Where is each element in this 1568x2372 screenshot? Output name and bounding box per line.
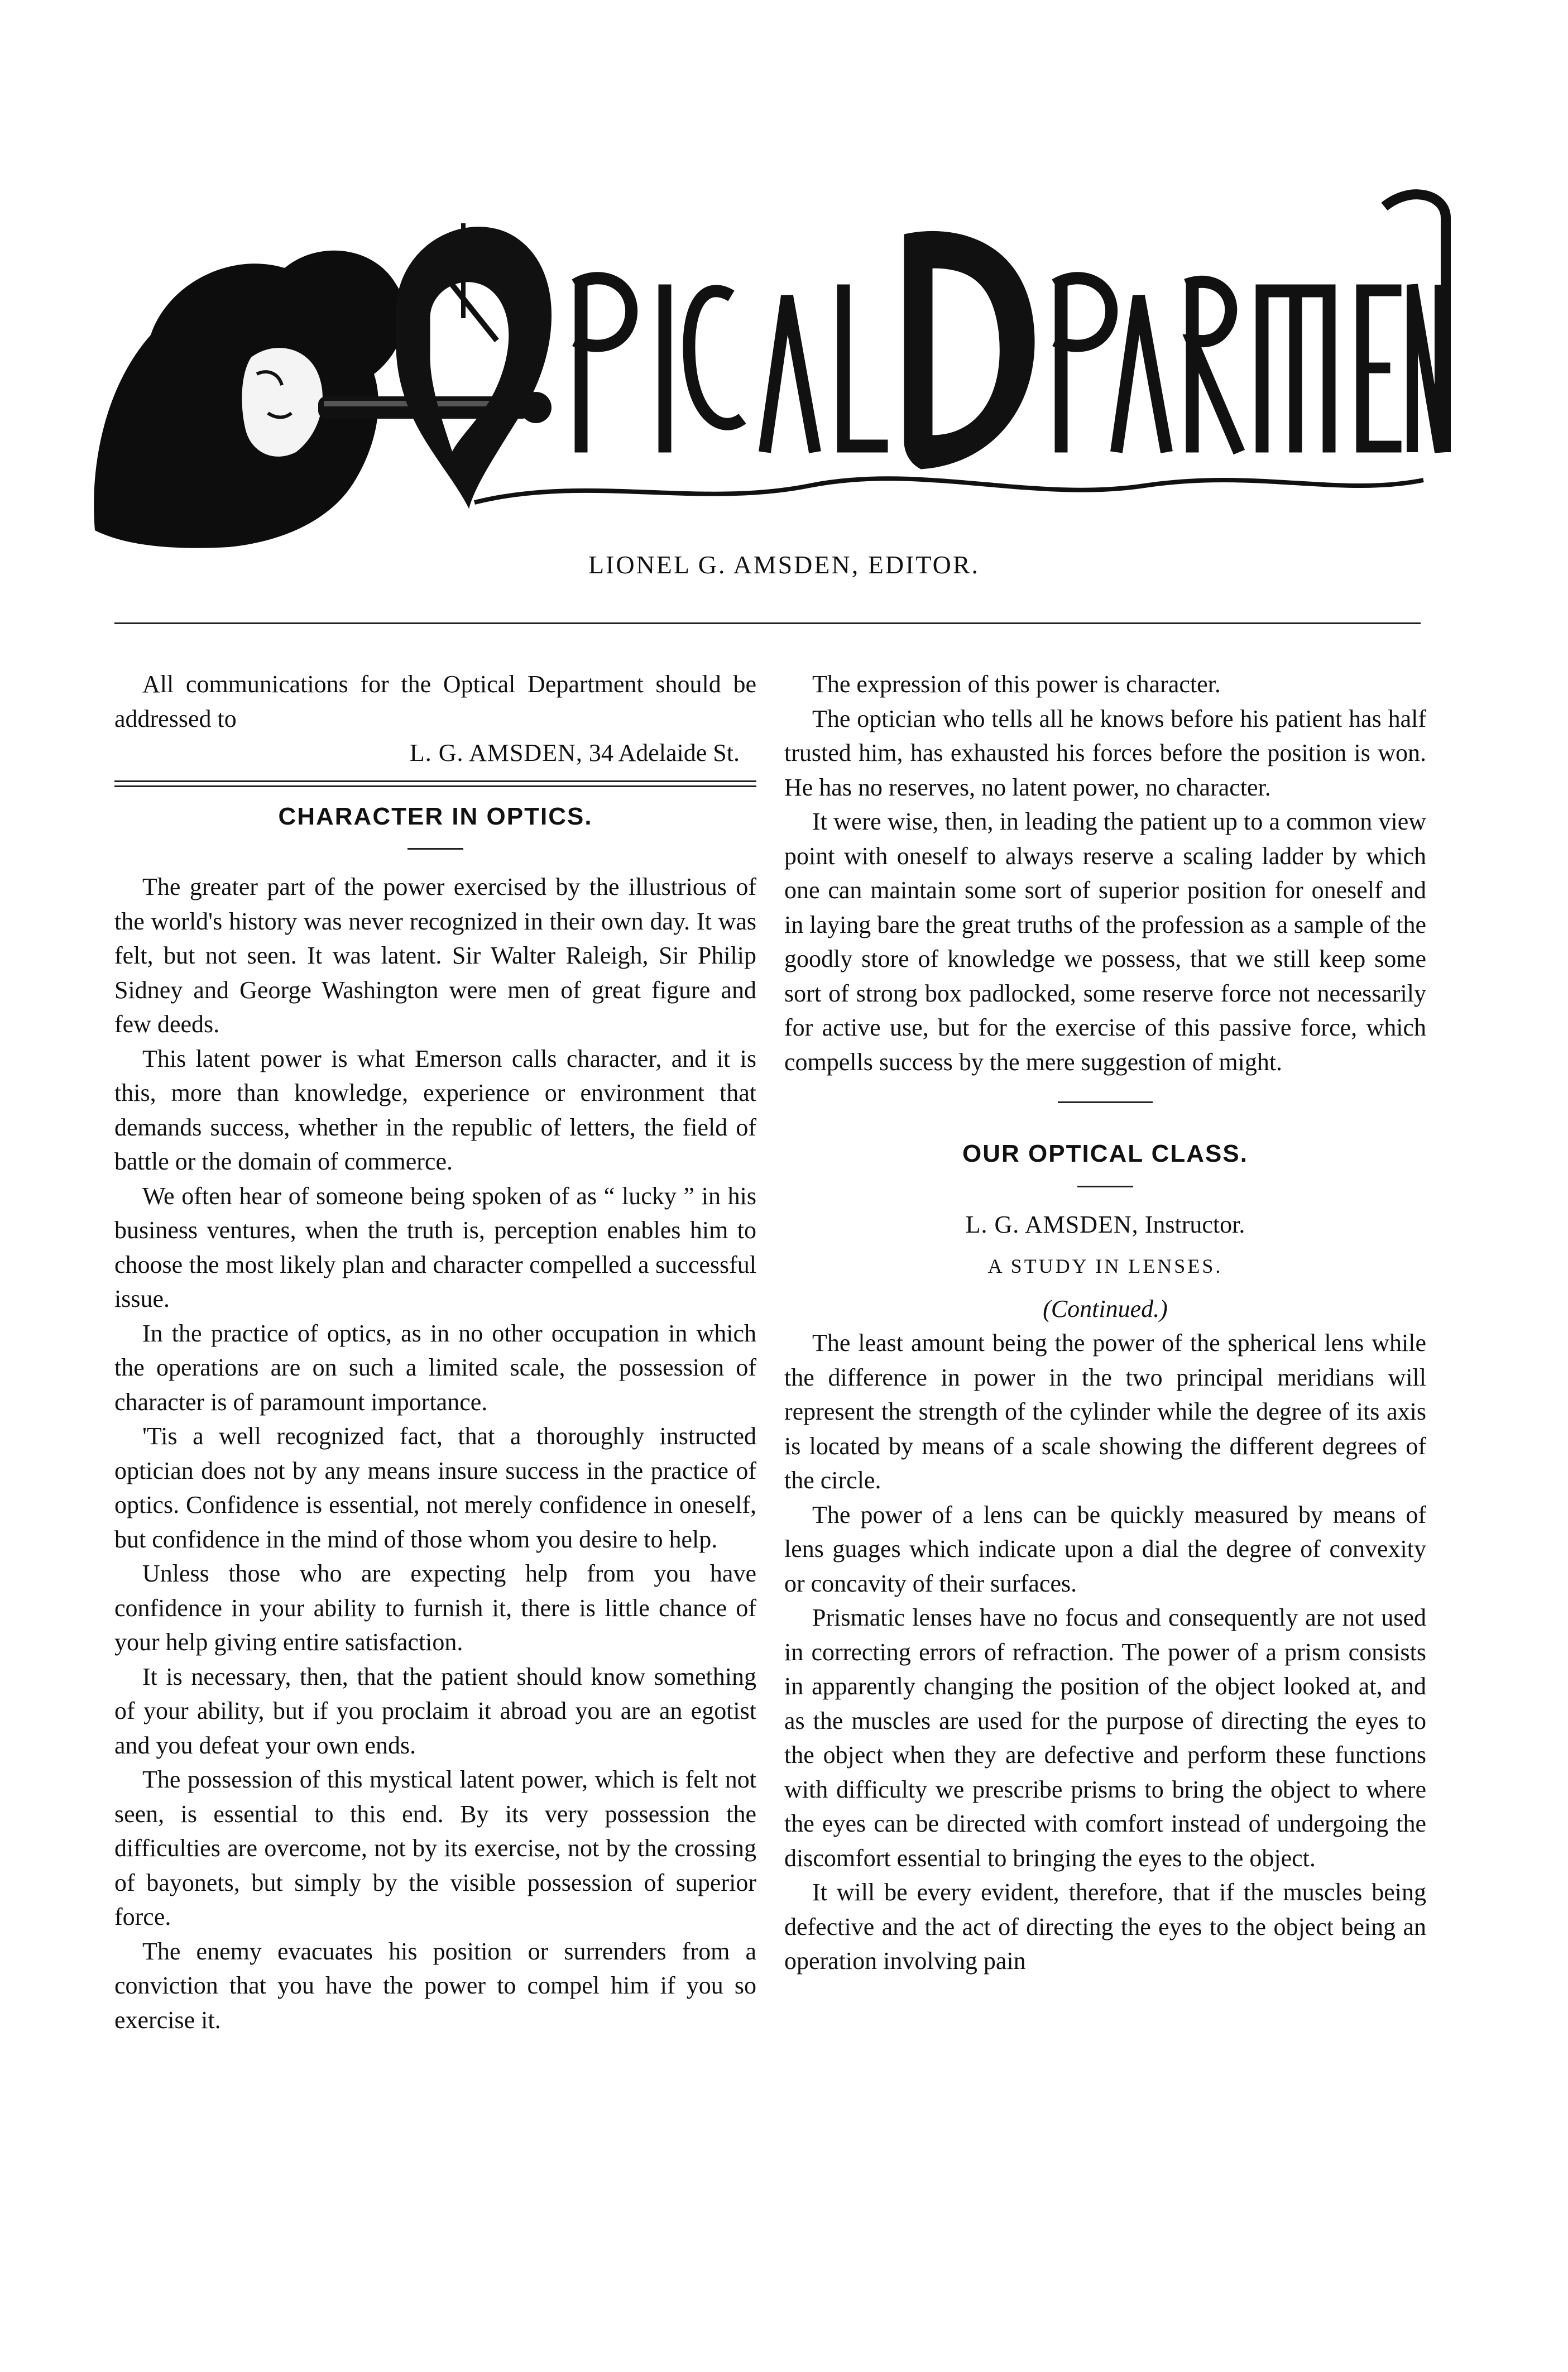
woman-illustration [94,251,552,548]
paragraph: 'Tis a well recognized fact, that a thoroughly instructed optician does not by any means insure success in the practice of optics. Confidence is essential, not merely confidence in oneself, but confidence in the mind of those whom you desire to help. [114,1422,756,1553]
paragraph: The least amount being the power of the spherical lens while the difference in power in the two principal meridians will represent the strength of the cylinder while the degree of its axis is located by means of a scale showing the different degrees of the circle. [784,1329,1426,1494]
article-heading-class: OUR OPTICAL CLASS. [962,1140,1248,1167]
instructor-name: L. G. AMSDEN, [965,1210,1139,1238]
paragraph: In the practice of optics, as in no other occupation in which the operations are on such a limited scale, the possession of character is of paramount importance. [114,1319,756,1416]
heading-dash [407,848,463,850]
left-column [114,667,756,2037]
notice-address [114,736,756,770]
paragraph: The power of a lens can be quickly measured by means of lens guages which indicate upon a dial the degree of convexity or concavity of their surfaces. [784,1501,1426,1597]
instructor-title: Instructor. [1144,1210,1245,1238]
masthead-banner [84,173,1451,553]
paragraph: It will be every evident, therefore, that if the muscles being defective and the act of directing the eyes to the object being an operation involving pain [784,1879,1426,1975]
section-separator [1058,1101,1153,1103]
paragraph: It is necessary, then, that the patient should know something of your ability, but if you proclaim it abroad you are an egotist and you defeat your own ends. [114,1662,756,1759]
paragraph: The enemy evacuates his position or surrenders from a conviction that you have the power to compel him if you so exercise it. [114,1937,756,2034]
instructor-line [784,1207,1426,1242]
paragraph: The possession of this mystical latent power, which is felt not seen, is essential to this end. By its very possession the difficulties are overcome, not by its exercise, not by the crossing of bayonets, but simply by the visible possession of superior force. [114,1766,756,1930]
header-rule [114,622,1421,624]
continued-note: (Continued.) [1043,1295,1168,1322]
right-column [784,667,1426,1978]
double-rule [114,780,756,787]
paragraph: The expression of this power is character. [812,670,1221,698]
heading-dash [1077,1186,1133,1187]
address-name: L. G. AMSDEN, [409,739,583,766]
paragraph: This latent power is what Emerson calls character, and it is this, more than knowledge, experience or environment that demands success, whether in the republic of letters, the field of battle or the domain of commerce. [114,1044,756,1175]
article-heading-character: CHARACTER IN OPTICS. [278,802,593,830]
masthead-art [84,173,1451,553]
paragraph: Prismatic lenses have no focus and consequently are not used in correcting errors of refraction. The power of a prism consists in apparently changing the position of the object looked at, and as the muscles are used for the purpose of directing the eyes to the object when they are defective and perform these functions with difficulty we prescribe prisms to bring the object to where the eyes can be directed with comfort instead of undergoing the discomfort essential to bringing the eyes to the object. [784,1604,1426,1872]
paragraph: It were wise, then, in leading the patient up to a common view point with oneself to always reserve a scaling ladder by which one can maintain some sort of superior position for oneself and in laying bare the great truths of the profession as a sample of the goodly store of knowledge we possess, that we still keep some sort of strong box padlocked, some reserve force not necessarily for active use, but for the exercise of this passive force, which compells success by the mere suggestion of might. [784,808,1426,1076]
paragraph: The optician who tells all he knows before his patient has half trusted him, has exhausted his forces before the position is won. He has no reserves, no latent power, no character. [784,705,1426,801]
paragraph: The greater part of the power exercised by the illustrious of the world's history was never recognized in their own day. It was felt, but not seen. It was latent. Sir Walter Raleigh, Sir Philip Sidney and George Washington were men of great figure and few deeds. [114,873,756,1038]
address-street: 34 Adelaide St. [588,739,740,766]
subheading: A STUDY IN LENSES. [987,1255,1223,1277]
editor-line: LIONEL G. AMSDEN, EDITOR. [588,550,980,579]
notice-text: All communications for the Optical Department should be addressed to [114,670,756,732]
masthead-title-art [396,194,1446,508]
paragraph: We often hear of someone being spoken of as “ lucky ” in his business ventures, when the truth is, perception enables him to choose the most likely plan and character compelled a successful issue. [114,1182,756,1312]
paragraph: Unless those who are expecting help from you have confidence in your ability to furnish it, there is little chance of your help giving entire satisfaction. [114,1560,756,1656]
